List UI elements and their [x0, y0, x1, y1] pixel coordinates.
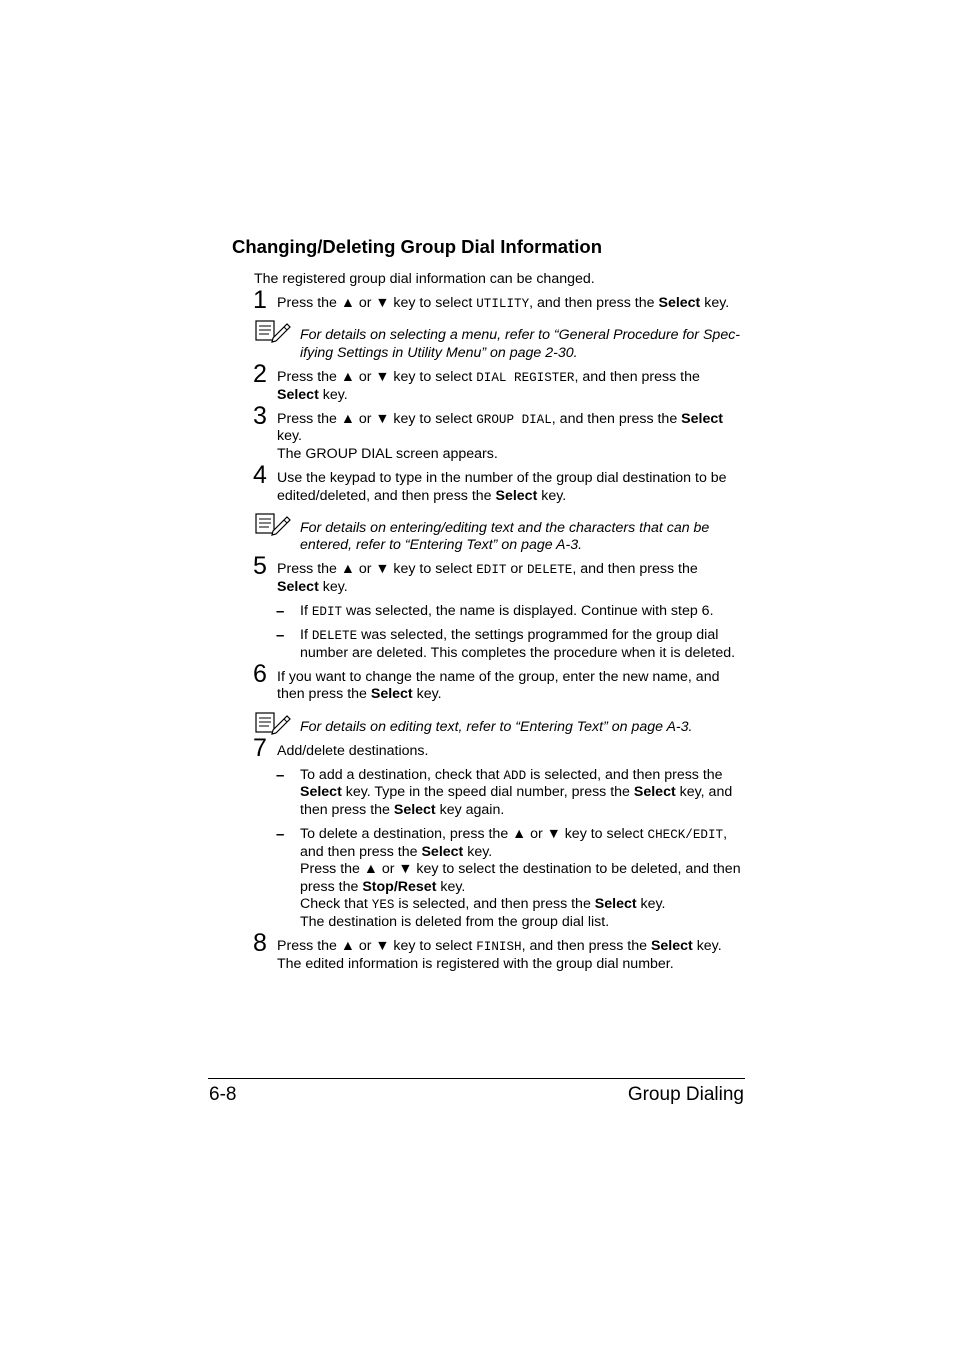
section-heading: Changing/Deleting Group Dial Information [232, 236, 602, 257]
step-7-delete-line-5: Check that YES is selected, and then press the Select key. [300, 896, 666, 912]
step-7-delete-line-4: press the Stop/Reset key. [300, 879, 466, 895]
step-4-text-line-2: edited/deleted, and then press the Select key. [277, 488, 567, 504]
intro-text: The registered group dial information can be changed. [254, 271, 595, 287]
step-2-text-line-2: Select key. [277, 387, 348, 403]
step-7-delete-line-3: Press the ▲ or ▼ key to select the destination to be deleted, and then [300, 861, 741, 877]
step-number-6: 6 [253, 660, 267, 688]
step-7-delete-line-6: The destination is deleted from the group dial list. [300, 914, 610, 930]
note-1-line-2: ifying Settings in Utility Menu” on page 2-30. [300, 345, 578, 361]
step-7-add-line-1: To add a destination, check that ADD is selected, and then press the [300, 767, 723, 783]
note-1-line-1: For details on selecting a menu, refer to “General Procedure for Spec- [300, 327, 741, 343]
chapter-title: Group Dialing [627, 1084, 744, 1105]
step-3-text-line-2: key. [277, 428, 302, 444]
step-5-option-edit: If EDIT was selected, the name is displayed. Continue with step 6. [300, 603, 714, 619]
step-4-text: Use the keypad to type in the number of the group dial destination to be [277, 470, 727, 486]
note-2-line-2: entered, refer to “Entering Text” on page A-3. [300, 537, 583, 553]
note-pencil-icon [255, 711, 291, 735]
step-2-text: Press the ▲ or ▼ key to select DIAL REGISTER, and then press the [277, 369, 700, 385]
step-number-3: 3 [253, 402, 267, 430]
page-number: 6-8 [209, 1084, 237, 1105]
footer-rule [208, 1078, 745, 1079]
step-5-option-delete-line-2: number are deleted. This completes the procedure when it is deleted. [300, 645, 736, 661]
step-number-4: 4 [253, 461, 267, 489]
step-6-text-line-2: then press the Select key. [277, 686, 442, 702]
step-number-8: 8 [253, 929, 267, 957]
step-number-7: 7 [253, 734, 267, 762]
step-8-result: The edited information is registered with the group dial number. [277, 956, 674, 972]
note-2-line-1: For details on entering/editing text and the characters that can be [300, 520, 710, 536]
step-8-text: Press the ▲ or ▼ key to select FINISH, and then press the Select key. [277, 938, 722, 954]
step-3-text: Press the ▲ or ▼ key to select GROUP DIAL, and then press the Select [277, 411, 723, 427]
note-pencil-icon [255, 512, 291, 536]
bullet-dash: – [276, 826, 285, 843]
note-3-line-1: For details on editing text, refer to “Entering Text” on page A-3. [300, 719, 693, 735]
step-number-1: 1 [253, 286, 267, 314]
bullet-dash: – [276, 767, 285, 784]
step-1-text: Press the ▲ or ▼ key to select UTILITY, and then press the Select key. [277, 295, 730, 311]
bullet-dash: – [276, 627, 285, 644]
step-7-delete-line-1: To delete a destination, press the ▲ or ▼ key to select CHECK/EDIT, [300, 826, 728, 842]
step-7-text: Add/delete destinations. [277, 743, 429, 759]
step-5-text-line-2: Select key. [277, 579, 348, 595]
note-pencil-icon [255, 319, 291, 343]
step-5-option-delete: If DELETE was selected, the settings programmed for the group dial [300, 627, 719, 643]
step-5-text: Press the ▲ or ▼ key to select EDIT or DELETE, and then press the [277, 561, 698, 577]
step-7-add-line-3: then press the Select key again. [300, 802, 505, 818]
step-7-add-line-2: Select key. Type in the speed dial number, press the Select key, and [300, 784, 733, 800]
bullet-dash: – [276, 603, 285, 620]
step-7-delete-line-2: and then press the Select key. [300, 844, 493, 860]
step-number-5: 5 [253, 552, 267, 580]
step-number-2: 2 [253, 360, 267, 388]
step-3-result: The GROUP DIAL screen appears. [277, 446, 498, 462]
step-6-text: If you want to change the name of the group, enter the new name, and [277, 669, 720, 685]
